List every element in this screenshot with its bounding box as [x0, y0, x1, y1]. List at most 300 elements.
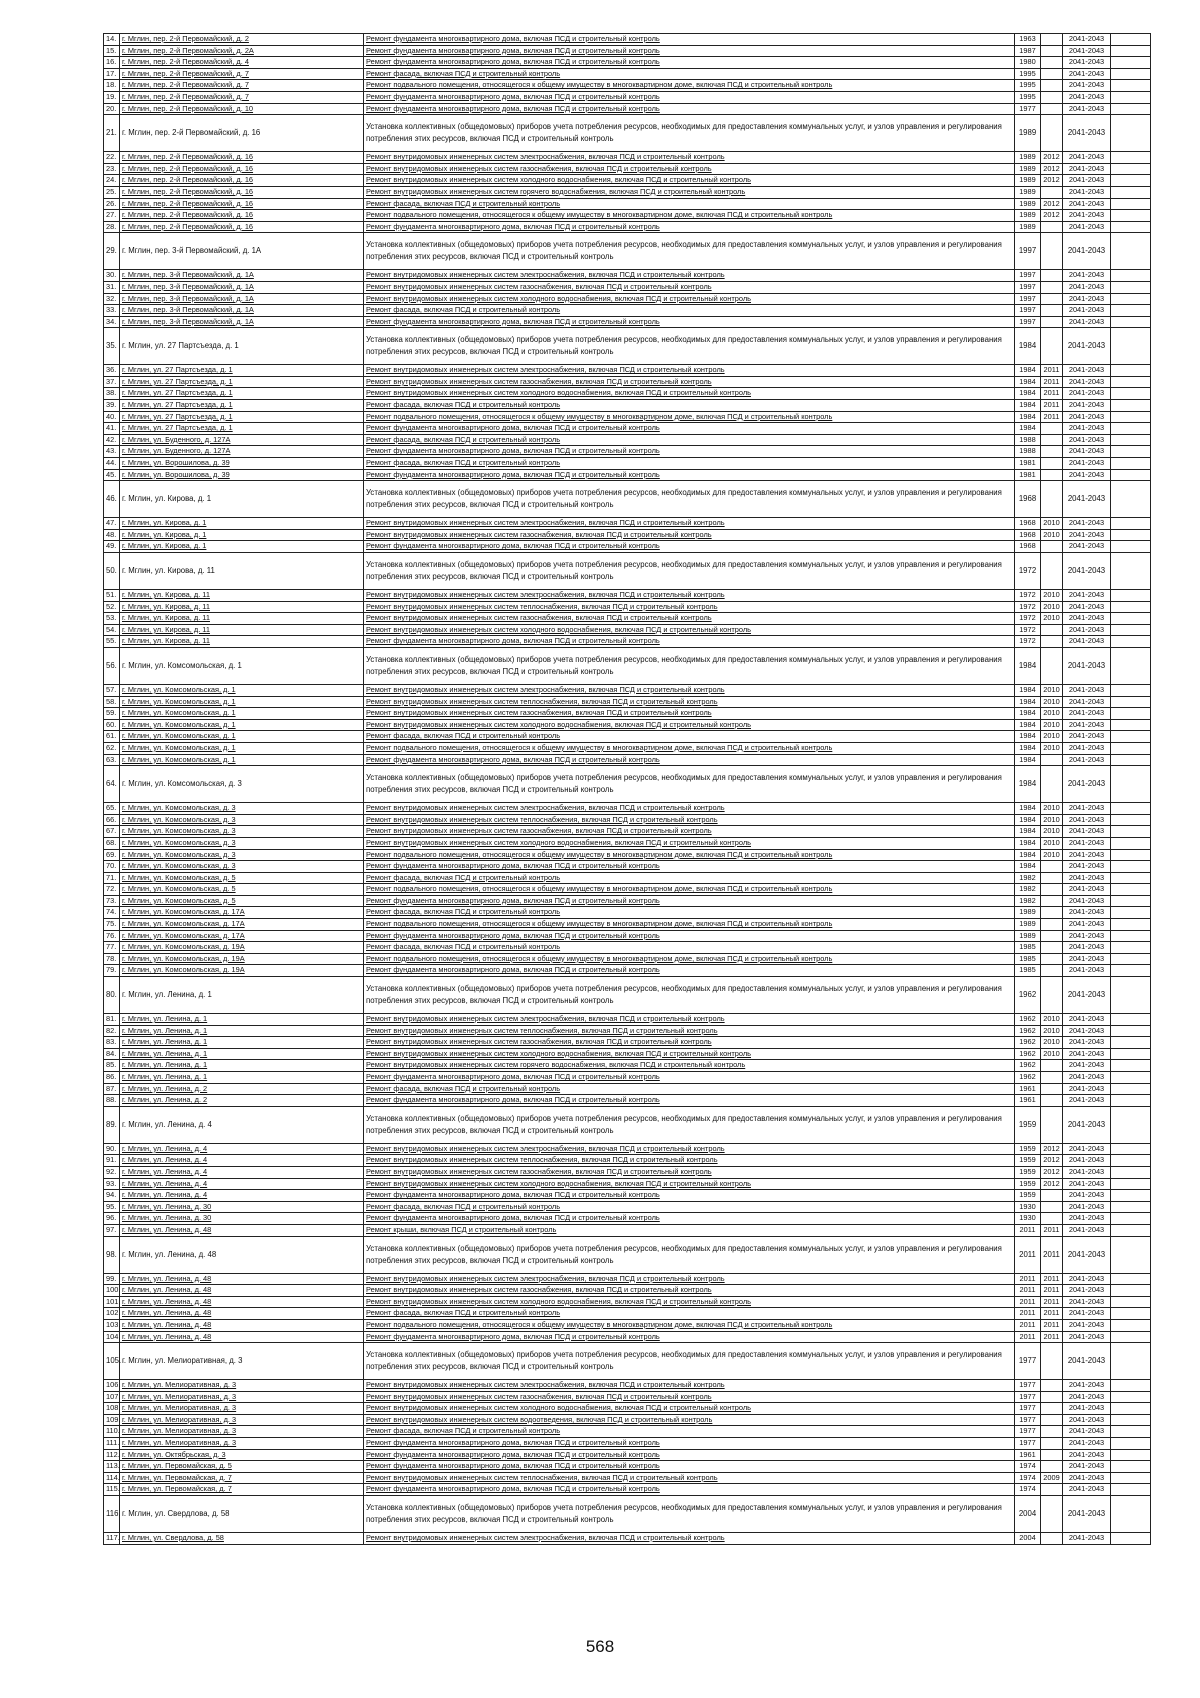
work-type-cell: Ремонт фундамента многоквартирного дома, включая ПСД и строительный контроль — [364, 1095, 1015, 1107]
address-cell: г. Мглин, ул. Комсомольская, д. 5 — [120, 884, 364, 896]
last-repair-year-cell: 2012 — [1041, 163, 1063, 175]
last-repair-year-cell — [1041, 1095, 1063, 1107]
address-cell: г. Мглин, ул. Мелиоративная, д. 3 — [120, 1426, 364, 1438]
last-repair-year-cell — [1041, 1083, 1063, 1095]
last-repair-year-cell: 2010 — [1041, 731, 1063, 743]
table-row — [104, 907, 1151, 919]
work-type-cell: Ремонт внутридомовых инженерных систем электроснабжения, включая ПСД и строительный контроль — [364, 518, 1015, 530]
table-row — [104, 719, 1151, 731]
work-type-cell: Ремонт фасада, включая ПСД и строительный контроль — [364, 434, 1015, 446]
planned-period-cell: 2041-2043 — [1063, 1048, 1111, 1060]
commission-year-cell: 1984 — [1015, 803, 1041, 815]
commission-year-cell: 1984 — [1015, 411, 1041, 423]
row-number: 52. — [104, 601, 120, 613]
last-repair-year-cell — [1041, 965, 1063, 977]
last-repair-year-cell — [1041, 469, 1063, 481]
empty-cell — [1111, 376, 1151, 388]
address-cell: г. Мглин, ул. Кирова, д. 11 — [120, 601, 364, 613]
last-repair-year-cell — [1041, 1060, 1063, 1072]
row-number: 62. — [104, 742, 120, 754]
row-number: 31. — [104, 281, 120, 293]
work-type-cell: Ремонт внутридомовых инженерных систем электроснабжения, включая ПСД и строительный контроль — [364, 365, 1015, 377]
work-type-cell: Ремонт подвального помещения, относящегося к общему имуществу в многоквартирном доме, включая ПСД и строительный контроль — [364, 742, 1015, 754]
commission-year-cell: 1959 — [1015, 1155, 1041, 1167]
empty-cell — [1111, 684, 1151, 696]
address-cell: г. Мглин, пер. 2-й Первомайский, д. 16 — [120, 221, 364, 233]
row-number: 57. — [104, 684, 120, 696]
address-cell: г. Мглин, ул. Мелиоративная, д. 3 — [120, 1343, 364, 1380]
empty-cell — [1111, 754, 1151, 766]
document-page — [103, 33, 1150, 1545]
table-row — [104, 826, 1151, 838]
empty-cell — [1111, 826, 1151, 838]
row-number: 77. — [104, 942, 120, 954]
empty-cell — [1111, 34, 1151, 46]
commission-year-cell: 1980 — [1015, 57, 1041, 69]
planned-period-cell: 2041-2043 — [1063, 1461, 1111, 1473]
table-row — [104, 293, 1151, 305]
planned-period-cell: 2041-2043 — [1063, 1072, 1111, 1084]
address-cell: г. Мглин, пер. 2-й Первомайский, д. 10 — [120, 103, 364, 115]
commission-year-cell: 1984 — [1015, 861, 1041, 873]
empty-cell — [1111, 590, 1151, 602]
work-type-cell: Установка коллективных (общедомовых) приборов учета потребления ресурсов, необходимых для предоставления коммунальных услуг, и узлов управления и регулирования потребления этих ресурсов, включая ПСД и строительный контроль — [364, 115, 1015, 152]
address-cell: г. Мглин, пер. 3-й Первомайский, д. 1А — [120, 233, 364, 270]
row-number: 103. — [104, 1319, 120, 1331]
commission-year-cell: 2004 — [1015, 1496, 1041, 1533]
work-type-cell: Ремонт фасада, включая ПСД и строительный контроль — [364, 942, 1015, 954]
commission-year-cell: 1962 — [1015, 1014, 1041, 1026]
address-cell: г. Мглин, ул. Комсомольская, д. 3 — [120, 837, 364, 849]
last-repair-year-cell — [1041, 103, 1063, 115]
commission-year-cell: 1977 — [1015, 1426, 1041, 1438]
address-cell: г. Мглин, ул. 27 Партсъезда, д. 1 — [120, 423, 364, 435]
row-number: 51. — [104, 590, 120, 602]
commission-year-cell: 1962 — [1015, 1025, 1041, 1037]
row-number: 106. — [104, 1380, 120, 1392]
planned-period-cell: 2041-2043 — [1063, 1178, 1111, 1190]
table-row — [104, 1224, 1151, 1236]
empty-cell — [1111, 1037, 1151, 1049]
last-repair-year-cell — [1041, 1380, 1063, 1392]
empty-cell — [1111, 895, 1151, 907]
work-type-cell: Ремонт фундамента многоквартирного дома, включая ПСД и строительный контроль — [364, 34, 1015, 46]
last-repair-year-cell — [1041, 281, 1063, 293]
planned-period-cell: 2041-2043 — [1063, 731, 1111, 743]
address-cell: г. Мглин, ул. Комсомольская, д. 17А — [120, 919, 364, 931]
empty-cell — [1111, 907, 1151, 919]
planned-period-cell: 2041-2043 — [1063, 766, 1111, 803]
work-type-cell: Ремонт фасада, включая ПСД и строительный контроль — [364, 400, 1015, 412]
commission-year-cell: 2011 — [1015, 1331, 1041, 1343]
work-type-cell: Ремонт внутридомовых инженерных систем газоснабжения, включая ПСД и строительный контроль — [364, 1285, 1015, 1297]
address-cell: г. Мглин, ул. Ленина, д. 1 — [120, 1037, 364, 1049]
planned-period-cell: 2041-2043 — [1063, 601, 1111, 613]
row-number: 79. — [104, 965, 120, 977]
row-number: 75. — [104, 919, 120, 931]
row-number: 101. — [104, 1296, 120, 1308]
table-row — [104, 1273, 1151, 1285]
commission-year-cell: 1977 — [1015, 1438, 1041, 1450]
address-cell: г. Мглин, ул. Буденного, д. 127А — [120, 446, 364, 458]
work-type-cell: Ремонт фундамента многоквартирного дома, включая ПСД и строительный контроль — [364, 423, 1015, 435]
last-repair-year-cell — [1041, 1438, 1063, 1450]
commission-year-cell: 1995 — [1015, 80, 1041, 92]
empty-cell — [1111, 1178, 1151, 1190]
empty-cell — [1111, 281, 1151, 293]
planned-period-cell: 2041-2043 — [1063, 34, 1111, 46]
last-repair-year-cell: 2010 — [1041, 613, 1063, 625]
last-repair-year-cell — [1041, 316, 1063, 328]
commission-year-cell: 1962 — [1015, 977, 1041, 1014]
table-row — [104, 1178, 1151, 1190]
row-number: 54. — [104, 624, 120, 636]
row-number: 19. — [104, 91, 120, 103]
last-repair-year-cell: 2011 — [1041, 1273, 1063, 1285]
planned-period-cell: 2041-2043 — [1063, 1391, 1111, 1403]
commission-year-cell: 1962 — [1015, 1060, 1041, 1072]
commission-year-cell: 1984 — [1015, 731, 1041, 743]
table-row — [104, 1484, 1151, 1496]
work-type-cell: Ремонт внутридомовых инженерных систем электроснабжения, включая ПСД и строительный контроль — [364, 803, 1015, 815]
row-number: 105. — [104, 1343, 120, 1380]
last-repair-year-cell — [1041, 305, 1063, 317]
work-type-cell: Ремонт фасада, включая ПСД и строительный контроль — [364, 1083, 1015, 1095]
table-row — [104, 1060, 1151, 1072]
work-type-cell: Ремонт внутридомовых инженерных систем электроснабжения, включая ПСД и строительный контроль — [364, 1143, 1015, 1155]
table-row — [104, 872, 1151, 884]
table-row — [104, 328, 1151, 365]
empty-cell — [1111, 766, 1151, 803]
row-number: 64. — [104, 766, 120, 803]
empty-cell — [1111, 1285, 1151, 1297]
last-repair-year-cell: 2011 — [1041, 411, 1063, 423]
empty-cell — [1111, 1496, 1151, 1533]
work-type-cell: Ремонт фундамента многоквартирного дома, включая ПСД и строительный контроль — [364, 1449, 1015, 1461]
commission-year-cell: 1984 — [1015, 766, 1041, 803]
address-cell: г. Мглин, ул. Ленина, д. 1 — [120, 1060, 364, 1072]
empty-cell — [1111, 1472, 1151, 1484]
row-number: 20. — [104, 103, 120, 115]
repair-program-table — [103, 33, 1151, 1545]
work-type-cell: Установка коллективных (общедомовых) приборов учета потребления ресурсов, необходимых для предоставления коммунальных услуг, и узлов управления и регулирования потребления этих ресурсов, включая ПСД и строительный контроль — [364, 977, 1015, 1014]
last-repair-year-cell: 2010 — [1041, 529, 1063, 541]
empty-cell — [1111, 91, 1151, 103]
table-row — [104, 636, 1151, 648]
address-cell: г. Мглин, ул. Ленина, д. 2 — [120, 1083, 364, 1095]
row-number: 60. — [104, 719, 120, 731]
row-number: 107. — [104, 1391, 120, 1403]
table-row — [104, 434, 1151, 446]
planned-period-cell: 2041-2043 — [1063, 1106, 1111, 1143]
planned-period-cell: 2041-2043 — [1063, 1308, 1111, 1320]
table-row — [104, 1037, 1151, 1049]
commission-year-cell: 1981 — [1015, 458, 1041, 470]
last-repair-year-cell — [1041, 919, 1063, 931]
table-row — [104, 103, 1151, 115]
last-repair-year-cell — [1041, 1213, 1063, 1225]
work-type-cell: Установка коллективных (общедомовых) приборов учета потребления ресурсов, необходимых для предоставления коммунальных услуг, и узлов управления и регулирования потребления этих ресурсов, включая ПСД и строительный контроль — [364, 481, 1015, 518]
table-row — [104, 930, 1151, 942]
work-type-cell: Ремонт внутридомовых инженерных систем холодного водоснабжения, включая ПСД и строительный контроль — [364, 1178, 1015, 1190]
row-number: 86. — [104, 1072, 120, 1084]
table-row — [104, 481, 1151, 518]
empty-cell — [1111, 115, 1151, 152]
table-row — [104, 766, 1151, 803]
commission-year-cell: 1972 — [1015, 636, 1041, 648]
empty-cell — [1111, 1106, 1151, 1143]
planned-period-cell: 2041-2043 — [1063, 411, 1111, 423]
row-number: 42. — [104, 434, 120, 446]
planned-period-cell: 2041-2043 — [1063, 1403, 1111, 1415]
work-type-cell: Ремонт фасада, включая ПСД и строительный контроль — [364, 458, 1015, 470]
row-number: 46. — [104, 481, 120, 518]
table-row — [104, 1331, 1151, 1343]
empty-cell — [1111, 210, 1151, 222]
planned-period-cell: 2041-2043 — [1063, 814, 1111, 826]
empty-cell — [1111, 1224, 1151, 1236]
empty-cell — [1111, 1533, 1151, 1545]
table-row — [104, 388, 1151, 400]
work-type-cell: Ремонт фундамента многоквартирного дома, включая ПСД и строительный контроль — [364, 1484, 1015, 1496]
work-type-cell: Установка коллективных (общедомовых) приборов учета потребления ресурсов, необходимых для предоставления коммунальных услуг, и узлов управления и регулирования потребления этих ресурсов, включая ПСД и строительный контроль — [364, 766, 1015, 803]
commission-year-cell: 1989 — [1015, 152, 1041, 164]
row-number: 27. — [104, 210, 120, 222]
work-type-cell: Ремонт внутридомовых инженерных систем холодного водоснабжения, включая ПСД и строительный контроль — [364, 1296, 1015, 1308]
empty-cell — [1111, 1273, 1151, 1285]
last-repair-year-cell — [1041, 233, 1063, 270]
commission-year-cell: 1984 — [1015, 684, 1041, 696]
row-number: 26. — [104, 198, 120, 210]
row-number: 61. — [104, 731, 120, 743]
address-cell: г. Мглин, ул. Комсомольская, д. 1 — [120, 708, 364, 720]
empty-cell — [1111, 965, 1151, 977]
empty-cell — [1111, 469, 1151, 481]
empty-cell — [1111, 942, 1151, 954]
commission-year-cell: 1982 — [1015, 872, 1041, 884]
row-number: 44. — [104, 458, 120, 470]
address-cell: г. Мглин, ул. Ленина, д. 2 — [120, 1095, 364, 1107]
last-repair-year-cell: 2010 — [1041, 684, 1063, 696]
commission-year-cell: 1962 — [1015, 1048, 1041, 1060]
work-type-cell: Ремонт внутридомовых инженерных систем холодного водоснабжения, включая ПСД и строительный контроль — [364, 719, 1015, 731]
empty-cell — [1111, 1083, 1151, 1095]
work-type-cell: Ремонт внутридомовых инженерных систем электроснабжения, включая ПСД и строительный контроль — [364, 1533, 1015, 1545]
address-cell: г. Мглин, ул. Комсомольская, д. 1 — [120, 684, 364, 696]
work-type-cell: Ремонт фундамента многоквартирного дома, включая ПСД и строительный контроль — [364, 221, 1015, 233]
last-repair-year-cell: 2011 — [1041, 1236, 1063, 1273]
address-cell: г. Мглин, ул. Комсомольская, д. 3 — [120, 803, 364, 815]
row-number: 48. — [104, 529, 120, 541]
row-number: 50. — [104, 553, 120, 590]
empty-cell — [1111, 80, 1151, 92]
empty-cell — [1111, 434, 1151, 446]
table-row — [104, 647, 1151, 684]
commission-year-cell: 1968 — [1015, 518, 1041, 530]
work-type-cell: Ремонт внутридомовых инженерных систем теплоснабжения, включая ПСД и строительный контроль — [364, 696, 1015, 708]
work-type-cell: Ремонт внутридомовых инженерных систем электроснабжения, включая ПСД и строительный контроль — [364, 1273, 1015, 1285]
commission-year-cell: 1930 — [1015, 1201, 1041, 1213]
address-cell: г. Мглин, ул. Ленина, д. 1 — [120, 1025, 364, 1037]
address-cell: г. Мглин, пер. 2-й Первомайский, д. 4 — [120, 57, 364, 69]
commission-year-cell: 1985 — [1015, 942, 1041, 954]
empty-cell — [1111, 198, 1151, 210]
commission-year-cell: 1962 — [1015, 1037, 1041, 1049]
empty-cell — [1111, 647, 1151, 684]
address-cell: г. Мглин, ул. Кирова, д. 11 — [120, 636, 364, 648]
address-cell: г. Мглин, ул. Комсомольская, д. 1 — [120, 754, 364, 766]
commission-year-cell: 2011 — [1015, 1224, 1041, 1236]
address-cell: г. Мглин, ул. Ленина, д. 1 — [120, 977, 364, 1014]
table-row — [104, 754, 1151, 766]
address-cell: г. Мглин, ул. Мелиоративная, д. 3 — [120, 1438, 364, 1450]
work-type-cell: Ремонт фундамента многоквартирного дома, включая ПСД и строительный контроль — [364, 57, 1015, 69]
row-number: 36. — [104, 365, 120, 377]
commission-year-cell: 2011 — [1015, 1273, 1041, 1285]
address-cell: г. Мглин, ул. Ленина, д. 48 — [120, 1331, 364, 1343]
last-repair-year-cell — [1041, 1449, 1063, 1461]
commission-year-cell: 1977 — [1015, 1403, 1041, 1415]
table-row — [104, 458, 1151, 470]
planned-period-cell: 2041-2043 — [1063, 1484, 1111, 1496]
table-body — [104, 34, 1151, 1545]
address-cell: г. Мглин, ул. Свердлова, д. 58 — [120, 1496, 364, 1533]
table-row — [104, 68, 1151, 80]
work-type-cell: Ремонт внутридомовых инженерных систем газоснабжения, включая ПСД и строительный контроль — [364, 826, 1015, 838]
table-row — [104, 837, 1151, 849]
planned-period-cell: 2041-2043 — [1063, 518, 1111, 530]
table-row — [104, 1449, 1151, 1461]
row-number: 84. — [104, 1048, 120, 1060]
empty-cell — [1111, 423, 1151, 435]
table-row — [104, 919, 1151, 931]
last-repair-year-cell — [1041, 221, 1063, 233]
work-type-cell: Ремонт фундамента многоквартирного дома, включая ПСД и строительный контроль — [364, 895, 1015, 907]
row-number: 39. — [104, 400, 120, 412]
last-repair-year-cell: 2011 — [1041, 1224, 1063, 1236]
work-type-cell: Ремонт внутридомовых инженерных систем теплоснабжения, включая ПСД и строительный контроль — [364, 1155, 1015, 1167]
commission-year-cell: 1984 — [1015, 708, 1041, 720]
planned-period-cell: 2041-2043 — [1063, 1155, 1111, 1167]
table-row — [104, 411, 1151, 423]
address-cell: г. Мглин, ул. 27 Партсъезда, д. 1 — [120, 376, 364, 388]
commission-year-cell: 1988 — [1015, 446, 1041, 458]
row-number: 72. — [104, 884, 120, 896]
table-row — [104, 281, 1151, 293]
address-cell: г. Мглин, ул. Комсомольская, д. 1 — [120, 742, 364, 754]
commission-year-cell: 1961 — [1015, 1083, 1041, 1095]
planned-period-cell: 2041-2043 — [1063, 210, 1111, 222]
row-number: 95. — [104, 1201, 120, 1213]
address-cell: г. Мглин, ул. 27 Партсъезда, д. 1 — [120, 328, 364, 365]
table-row — [104, 942, 1151, 954]
work-type-cell: Ремонт фундамента многоквартирного дома, включая ПСД и строительный контроль — [364, 861, 1015, 873]
address-cell: г. Мглин, ул. Ленина, д. 48 — [120, 1285, 364, 1297]
table-row — [104, 1285, 1151, 1297]
table-row — [104, 1155, 1151, 1167]
planned-period-cell: 2041-2043 — [1063, 91, 1111, 103]
last-repair-year-cell: 2010 — [1041, 696, 1063, 708]
last-repair-year-cell: 2010 — [1041, 837, 1063, 849]
table-row — [104, 1391, 1151, 1403]
work-type-cell: Ремонт подвального помещения, относящегося к общему имуществу в многоквартирном доме, включая ПСД и строительный контроль — [364, 210, 1015, 222]
address-cell: г. Мглин, ул. Комсомольская, д. 3 — [120, 826, 364, 838]
work-type-cell: Установка коллективных (общедомовых) приборов учета потребления ресурсов, необходимых для предоставления коммунальных услуг, и узлов управления и регулирования потребления этих ресурсов, включая ПСД и строительный контроль — [364, 1496, 1015, 1533]
table-row — [104, 198, 1151, 210]
row-number: 16. — [104, 57, 120, 69]
empty-cell — [1111, 541, 1151, 553]
empty-cell — [1111, 919, 1151, 931]
empty-cell — [1111, 601, 1151, 613]
planned-period-cell: 2041-2043 — [1063, 1285, 1111, 1297]
row-number: 25. — [104, 186, 120, 198]
last-repair-year-cell — [1041, 458, 1063, 470]
table-row — [104, 1190, 1151, 1202]
commission-year-cell: 1968 — [1015, 529, 1041, 541]
last-repair-year-cell: 2010 — [1041, 1037, 1063, 1049]
row-number: 113. — [104, 1461, 120, 1473]
planned-period-cell: 2041-2043 — [1063, 1201, 1111, 1213]
last-repair-year-cell — [1041, 446, 1063, 458]
row-number: 15. — [104, 45, 120, 57]
last-repair-year-cell — [1041, 1391, 1063, 1403]
table-row — [104, 553, 1151, 590]
last-repair-year-cell — [1041, 930, 1063, 942]
commission-year-cell: 1968 — [1015, 481, 1041, 518]
commission-year-cell: 1972 — [1015, 613, 1041, 625]
last-repair-year-cell — [1041, 481, 1063, 518]
work-type-cell: Ремонт внутридомовых инженерных систем горячего водоснабжения, включая ПСД и строительный контроль — [364, 1060, 1015, 1072]
work-type-cell: Ремонт внутридомовых инженерных систем электроснабжения, включая ПСД и строительный контроль — [364, 152, 1015, 164]
table-row — [104, 803, 1151, 815]
last-repair-year-cell — [1041, 647, 1063, 684]
planned-period-cell: 2041-2043 — [1063, 316, 1111, 328]
table-row — [104, 1496, 1151, 1533]
planned-period-cell: 2041-2043 — [1063, 590, 1111, 602]
commission-year-cell: 1974 — [1015, 1461, 1041, 1473]
address-cell: г. Мглин, ул. Ленина, д. 1 — [120, 1014, 364, 1026]
last-repair-year-cell: 2010 — [1041, 601, 1063, 613]
commission-year-cell: 2011 — [1015, 1319, 1041, 1331]
last-repair-year-cell: 2010 — [1041, 742, 1063, 754]
last-repair-year-cell: 2012 — [1041, 1178, 1063, 1190]
row-number: 68. — [104, 837, 120, 849]
empty-cell — [1111, 1190, 1151, 1202]
table-row — [104, 1472, 1151, 1484]
empty-cell — [1111, 316, 1151, 328]
last-repair-year-cell — [1041, 1426, 1063, 1438]
planned-period-cell: 2041-2043 — [1063, 305, 1111, 317]
row-number: 22. — [104, 152, 120, 164]
address-cell: г. Мглин, ул. Кирова, д. 11 — [120, 613, 364, 625]
commission-year-cell: 1959 — [1015, 1190, 1041, 1202]
address-cell: г. Мглин, ул. Кирова, д. 1 — [120, 481, 364, 518]
row-number: 17. — [104, 68, 120, 80]
last-repair-year-cell: 2011 — [1041, 1285, 1063, 1297]
work-type-cell: Ремонт внутридомовых инженерных систем теплоснабжения, включая ПСД и строительный контроль — [364, 814, 1015, 826]
planned-period-cell: 2041-2043 — [1063, 613, 1111, 625]
empty-cell — [1111, 1319, 1151, 1331]
row-number: 33. — [104, 305, 120, 317]
empty-cell — [1111, 1213, 1151, 1225]
table-row — [104, 186, 1151, 198]
work-type-cell: Ремонт подвального помещения, относящегося к общему имуществу в многоквартирном доме, включая ПСД и строительный контроль — [364, 80, 1015, 92]
last-repair-year-cell: 2012 — [1041, 1143, 1063, 1155]
row-number: 102. — [104, 1308, 120, 1320]
table-row — [104, 1533, 1151, 1545]
row-number: 92. — [104, 1166, 120, 1178]
address-cell: г. Мглин, ул. Комсомольская, д. 17А — [120, 907, 364, 919]
